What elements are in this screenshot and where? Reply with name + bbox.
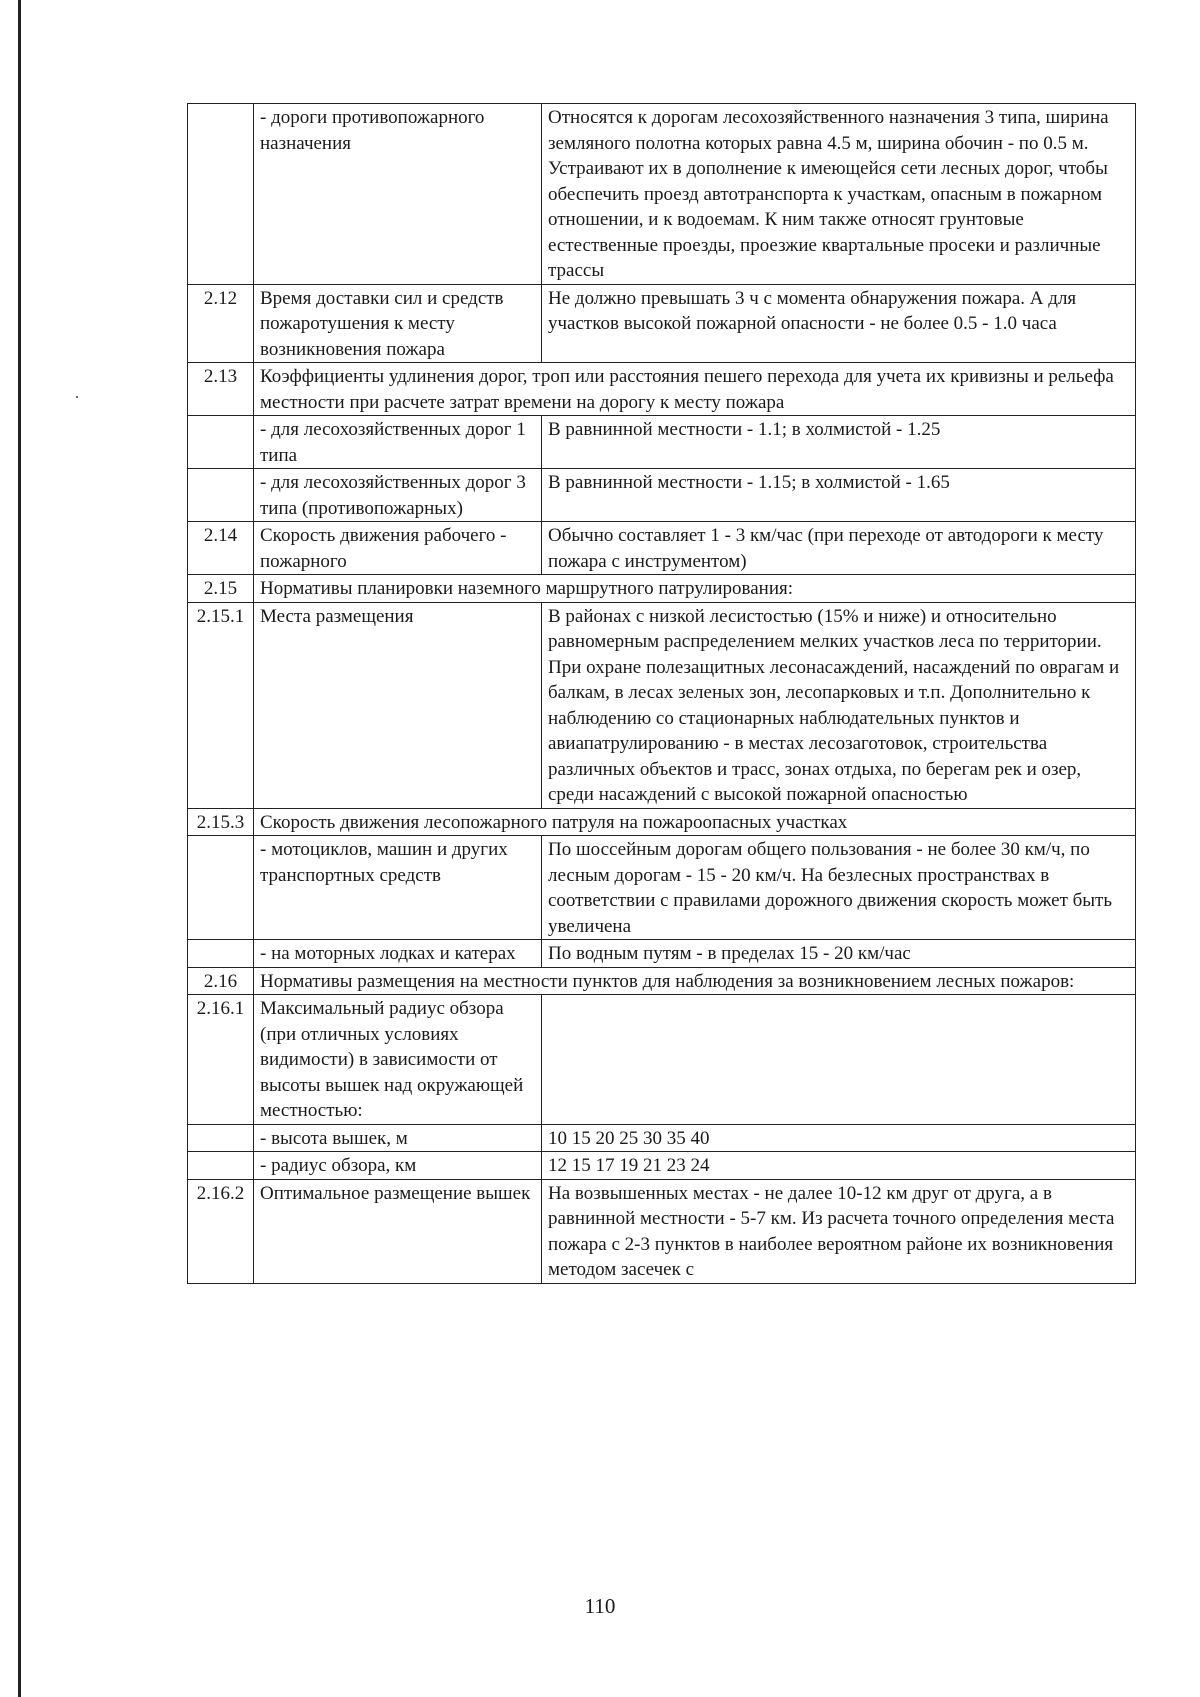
parameter-value: 12 15 17 19 21 23 24	[542, 1152, 1136, 1180]
parameter-name: - мотоциклов, машин и других транспортных средств	[254, 836, 542, 940]
parameter-value: В равнинной местности - 1.1; в холмистой - 1.25	[542, 416, 1136, 469]
table-row	[188, 995, 1136, 1125]
row-number: 2.15	[188, 575, 254, 603]
row-number	[188, 104, 254, 285]
parameter-name: Время доставки сил и средств пожаротушения к месту возникновения пожара	[254, 284, 542, 363]
row-number: 2.15.3	[188, 808, 254, 836]
table-row	[188, 284, 1136, 363]
section-heading: Коэффициенты удлинения дорог, троп или расстояния пешего перехода для учета их кривизны и рельефа местности при расчете затрат времени на дорогу к месту пожара	[254, 363, 1136, 416]
table-row	[188, 836, 1136, 940]
table-row	[188, 1179, 1136, 1283]
norms-table	[187, 103, 1136, 1284]
parameter-value: По шоссейным дорогам общего пользования - не более 30 км/ч, по лесным дорогам - 15 - 20 км/ч. На безлесных пространствах в соответствии с правилами дорожного движения скорость может быть увеличена	[542, 836, 1136, 940]
row-number: 2.13	[188, 363, 254, 416]
table-row	[188, 522, 1136, 575]
row-number: 2.15.1	[188, 602, 254, 808]
page-number: 110	[584, 1594, 616, 1618]
table-row	[188, 104, 1136, 285]
parameter-value: Относятся к дорогам лесохозяйственного назначения 3 типа, ширина земляного полотна которых равна 4.5 м, ширина обочин - по 0.5 м. Устраивают их в дополнение к имеющейся сети лесных дорог, чтобы обеспечить проезд автотранспорта к участкам, опасным в пожарном отношении, и к водоемам. К ним также относят грунтовые естественные проезды, проезжие квартальные просеки и различные трассы	[542, 104, 1136, 285]
table-row	[188, 1124, 1136, 1152]
parameter-value: Не должно превышать 3 ч с момента обнаружения пожара. А для участков высокой пожарной опасности - не более 0.5 - 1.0 часа	[542, 284, 1136, 363]
parameter-name: Максимальный радиус обзора (при отличных условиях видимости) в зависимости от высоты вышек над окружающей местностью:	[254, 995, 542, 1125]
parameter-value: По водным путям - в пределах 15 - 20 км/час	[542, 940, 1136, 968]
parameter-value: В равнинной местности - 1.15; в холмистой - 1.65	[542, 469, 1136, 522]
parameter-name: Оптимальное размещение вышек	[254, 1179, 542, 1283]
row-number: 2.16.1	[188, 995, 254, 1125]
parameter-value: Обычно составляет 1 - 3 км/час (при переходе от автодороги к месту пожара с инструментом)	[542, 522, 1136, 575]
row-number	[188, 416, 254, 469]
table-row	[188, 940, 1136, 968]
parameter-name: - дороги противопожарного назначения	[254, 104, 542, 285]
parameter-name: Скорость движения рабочего - пожарного	[254, 522, 542, 575]
row-number	[188, 836, 254, 940]
parameter-value: На возвышенных местах - не далее 10-12 км друг от друга, а в равнинной местности - 5-7 км. Из расчета точного определения места пожара с 2-3 пунктов в наиболее вероятном районе их возникновения методом засечек с	[542, 1179, 1136, 1283]
parameter-name: - для лесохозяйственных дорог 3 типа (противопожарных)	[254, 469, 542, 522]
row-number	[188, 469, 254, 522]
row-number: 2.16.2	[188, 1179, 254, 1283]
parameter-value: В районах с низкой лесистостью (15% и ниже) и относительно равномерным распределением мелких участков леса по территории. При охране полезащитных лесонасаждений, насаждений по оврагам и балкам, в лесах зеленых зон, лесопарковых и т.п. Дополнительно к наблюдению со стационарных наблюдательных пунктов и авиапатрулированию - в местах лесозаготовок, строительства различных объектов и трасс, зонах отдыха, по берегам рек и озер, среди насаждений с высокой пожарной опасностью	[542, 602, 1136, 808]
scan-edge	[18, 0, 21, 1697]
table-row	[188, 602, 1136, 808]
row-number	[188, 1152, 254, 1180]
parameter-name: - высота вышек, м	[254, 1124, 542, 1152]
scan-speck	[76, 396, 78, 398]
table-row	[188, 575, 1136, 603]
table-row	[188, 469, 1136, 522]
parameter-name: - для лесохозяйственных дорог 1 типа	[254, 416, 542, 469]
parameter-name: - радиус обзора, км	[254, 1152, 542, 1180]
parameter-name: Места размещения	[254, 602, 542, 808]
table-body	[188, 104, 1136, 1284]
parameter-value: 10 15 20 25 30 35 40	[542, 1124, 1136, 1152]
table-row	[188, 808, 1136, 836]
parameter-value	[542, 995, 1136, 1125]
table-row	[188, 967, 1136, 995]
table-row	[188, 363, 1136, 416]
table-row	[188, 1152, 1136, 1180]
section-heading: Нормативы планировки наземного маршрутного патрулирования:	[254, 575, 1136, 603]
row-number: 2.14	[188, 522, 254, 575]
parameter-name: - на моторных лодках и катерах	[254, 940, 542, 968]
row-number: 2.12	[188, 284, 254, 363]
row-number	[188, 1124, 254, 1152]
section-heading: Скорость движения лесопожарного патруля на пожароопасных участках	[254, 808, 1136, 836]
section-heading: Нормативы размещения на местности пунктов для наблюдения за возникновением лесных пожаров:	[254, 967, 1136, 995]
table-row	[188, 416, 1136, 469]
row-number	[188, 940, 254, 968]
row-number: 2.16	[188, 967, 254, 995]
